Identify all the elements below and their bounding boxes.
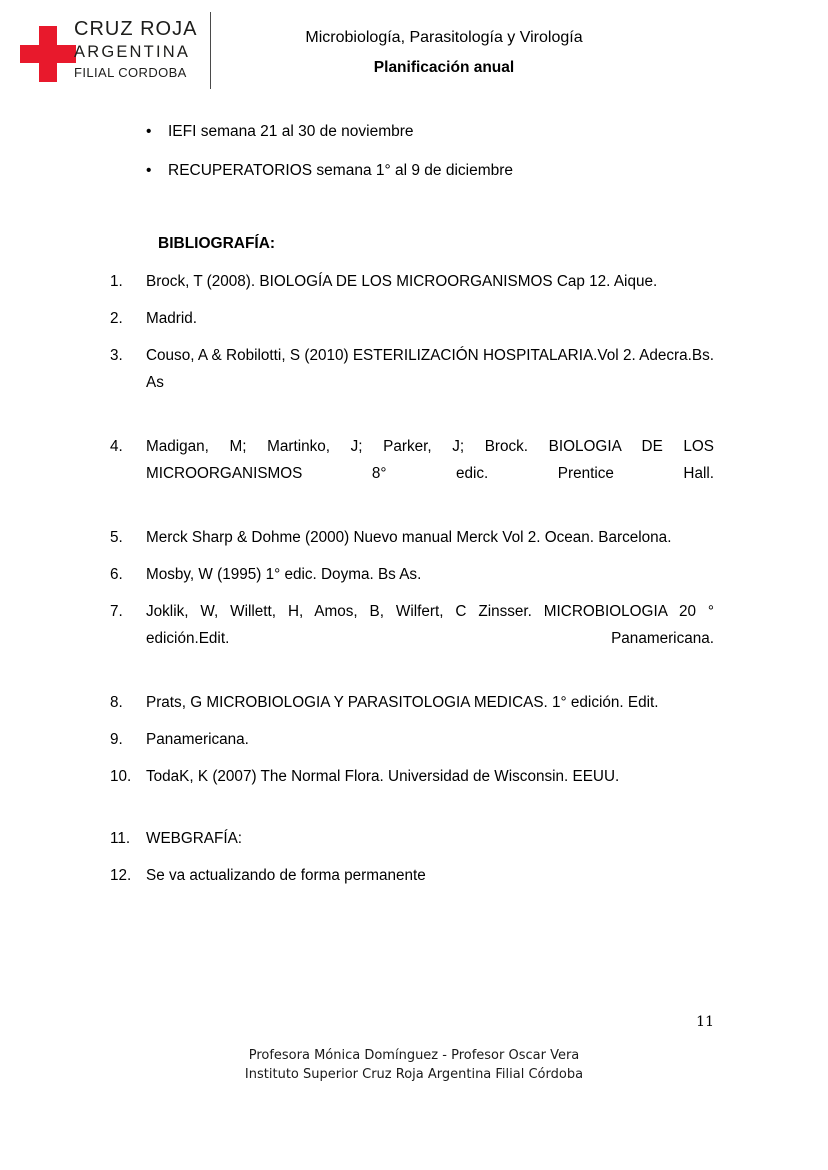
list-item — [146, 160, 706, 182]
header-divider-line — [210, 12, 211, 89]
list-item — [110, 433, 714, 514]
list-item — [110, 689, 714, 716]
list-item-number: 7. — [110, 603, 123, 620]
list-item — [110, 726, 714, 753]
list-item-label: Panamericana. — [146, 731, 249, 748]
list-item-label: Madrid. — [146, 310, 198, 327]
page-footer — [0, 1046, 828, 1084]
list-item-label: RECUPERATORIOS semana 1° al 9 de diciembre — [168, 162, 514, 179]
footer-line-institute: Instituto Superior Cruz Roja Argentina Filial Córdoba — [244, 1067, 584, 1082]
list-item-label: Madigan, M; Martinko, J; Parker, J; Brock. BIOLOGIA DE LOS MICROORGANISMOS 8° edic. Prentice Hall. — [146, 438, 714, 482]
list-item-number: 5. — [110, 529, 123, 546]
red-cross-vertical-bar — [39, 26, 57, 82]
bibliography-list — [110, 268, 714, 899]
document-title: Planificación anual — [373, 59, 515, 76]
list-item — [110, 825, 714, 852]
bibliografia-heading: BIBLIOGRAFÍA: — [158, 235, 276, 252]
list-item-label: Mosby, W (1995) 1° edic. Doyma. Bs As. — [146, 566, 422, 583]
list-item — [110, 524, 714, 551]
list-item-number: 3. — [110, 347, 123, 364]
list-item-number: 6. — [110, 566, 123, 583]
list-item-label: Brock, T (2008). BIOLOGÍA DE LOS MICROORGANISMOS Cap 12. Aique. — [146, 273, 658, 290]
list-item — [110, 862, 714, 889]
logo-line-argentina: ARGENTINA — [74, 43, 191, 61]
list-item-label: Prats, G MICROBIOLOGIA Y PARASITOLOGIA MEDICAS. 1° edición. Edit. — [146, 694, 659, 711]
document-subject-title: Microbiología, Parasitología y Virología — [305, 29, 583, 46]
list-item-number: 4. — [110, 438, 123, 455]
bullet-icon: • — [146, 123, 152, 140]
list-item — [110, 342, 714, 423]
list-item — [110, 305, 714, 332]
list-item-number: 12. — [110, 867, 132, 884]
cruz-roja-logo — [12, 12, 212, 92]
list-item-label: Joklik, W, Willett, H, Amos, B, Wilfert, C Zinsser. MICROBIOLOGIA 20 ° edición.Edit. Panamericana. — [146, 603, 714, 647]
schedule-bullet-list — [146, 121, 706, 199]
list-item-number: 11. — [110, 830, 131, 847]
bullet-icon: • — [146, 162, 152, 179]
list-item-label: Se va actualizando de forma permanente — [146, 867, 426, 884]
list-item-number: 10. — [110, 768, 132, 785]
list-item-label: Couso, A & Robilotti, S (2010) ESTERILIZACIÓN HOSPITALARIA.Vol 2. Adecra.Bs. As — [146, 347, 714, 391]
list-item-number: 1. — [110, 273, 123, 290]
list-item-number: 2. — [110, 310, 123, 327]
logo-line-filial-cordoba: FILIAL CORDOBA — [74, 65, 187, 80]
list-item — [146, 121, 706, 143]
logo-wordmark — [74, 18, 214, 82]
page-header — [0, 0, 828, 108]
list-item-label: TodaK, K (2007) The Normal Flora. Universidad de Wisconsin. EEUU. — [146, 768, 620, 785]
list-item — [110, 763, 714, 790]
red-cross-icon — [20, 26, 76, 82]
webgrafia-heading: WEBGRAFÍA: — [146, 830, 243, 847]
page-number: 11 — [696, 1014, 714, 1030]
list-item — [110, 268, 714, 295]
list-item-label: Merck Sharp & Dohme (2000) Nuevo manual Merck Vol 2. Ocean. Barcelona. — [146, 529, 672, 546]
logo-line-cruz-roja: CRUZ ROJA — [74, 18, 198, 40]
list-item-number: 8. — [110, 694, 123, 711]
list-item — [110, 598, 714, 679]
footer-line-professors: Profesora Mónica Domínguez - Profesor Oscar Vera — [248, 1048, 580, 1063]
list-item-label: IEFI semana 21 al 30 de noviembre — [168, 123, 414, 140]
list-item — [110, 561, 714, 588]
list-item-number: 9. — [110, 731, 123, 748]
